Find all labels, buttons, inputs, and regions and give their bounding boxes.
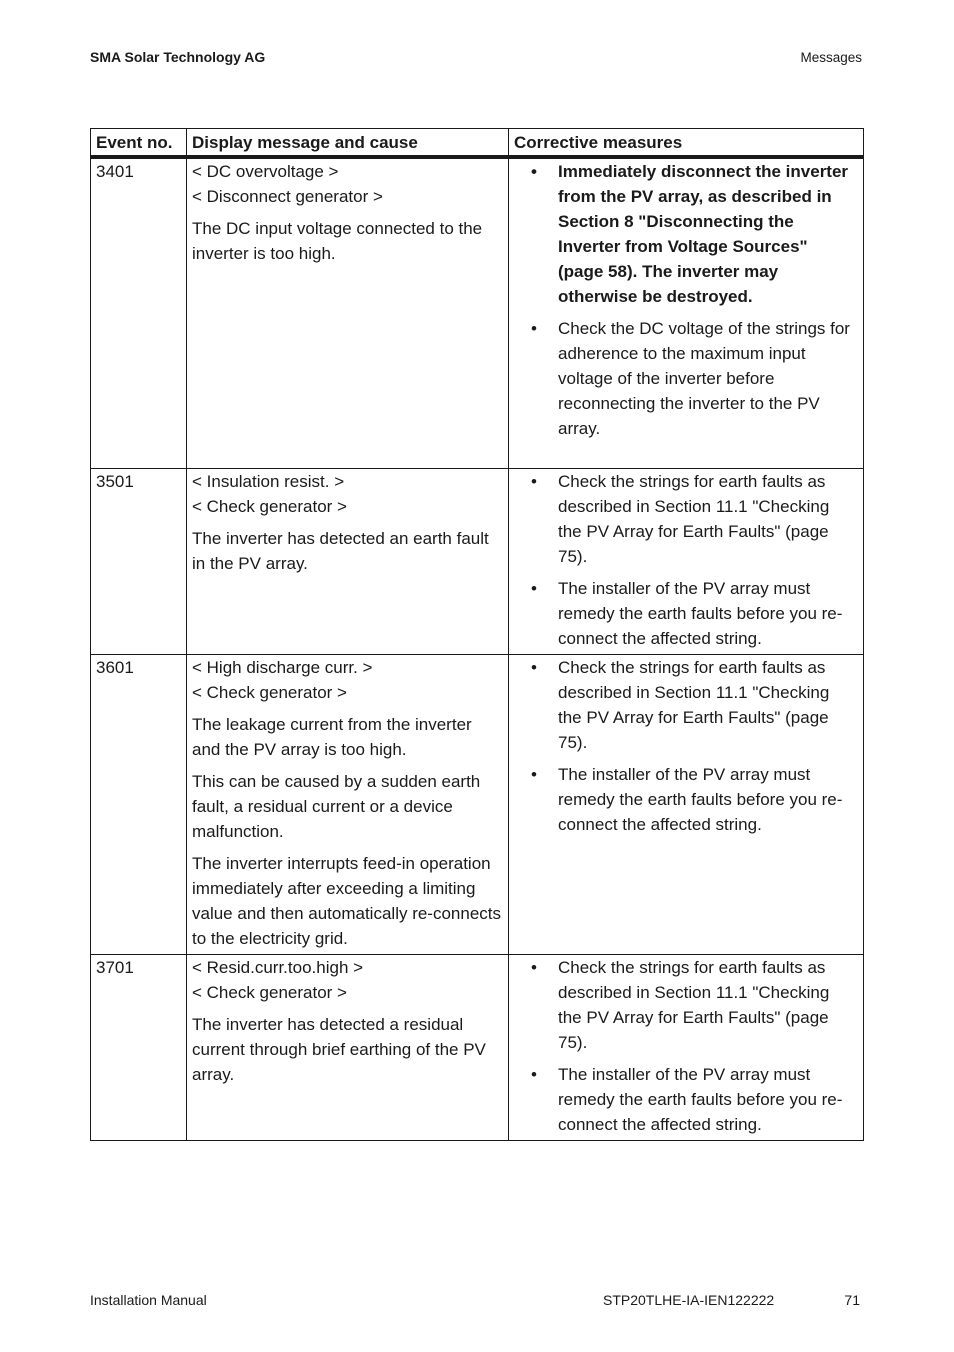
header-display-message: Display message and cause xyxy=(187,129,509,158)
event-number: 3701 xyxy=(91,954,187,1140)
message-cause-cell xyxy=(187,157,509,468)
cause-text: The inverter has detected a residual current through brief earthing of the PV array. xyxy=(192,1014,486,1084)
event-number: 3601 xyxy=(91,654,187,954)
measure-item: • The installer of the PV array must remedy the earth faults before you re-connect the affected string. xyxy=(514,762,857,837)
header-section: Messages xyxy=(800,50,862,65)
measure-item: • Check the strings for earth faults as described in Section 11.1 "Checking the PV Array for Earth Faults" (page 75). xyxy=(514,469,857,569)
message-line: < Check generator > xyxy=(192,682,347,702)
measure-item: • The installer of the PV array must remedy the earth faults before you re-connect the affected string. xyxy=(514,1062,857,1137)
message-line: < Check generator > xyxy=(192,496,347,516)
measure-item: • Immediately disconnect the inverter from the PV array, as described in Section 8 "Disconnecting the Inverter from Voltage Sources" (page 58). The inverter may otherwise be destroyed. xyxy=(514,159,857,309)
table-row xyxy=(91,468,864,654)
message-line: < Insulation resist. > xyxy=(192,471,345,491)
table-row xyxy=(91,654,864,954)
table-row xyxy=(91,157,864,468)
message-line: < DC overvoltage > xyxy=(192,162,339,181)
message-line: < High discharge curr. > xyxy=(192,657,373,677)
header-event-no: Event no. xyxy=(91,129,187,158)
events-table xyxy=(90,128,864,1141)
message-cause-cell xyxy=(187,954,509,1140)
cause-text: This can be caused by a sudden earth fault, a residual current or a device malfunction. xyxy=(192,771,481,841)
message-line: < Check generator > xyxy=(192,982,347,1002)
display-message xyxy=(192,655,502,705)
header-corrective-measures: Corrective measures xyxy=(509,129,864,158)
footer-document-id: STP20TLHE-IA-IEN122222 xyxy=(603,1292,775,1308)
table-row xyxy=(91,954,864,1140)
cause-text: The inverter interrupts feed-in operation immediately after exceeding a limiting value and then automatically re-connects to the electricity grid. xyxy=(192,853,502,948)
message-line: < Resid.curr.too.high > xyxy=(192,957,364,977)
display-message xyxy=(192,159,502,209)
cause-text: The DC input voltage connected to the inverter is too high. xyxy=(192,219,483,263)
message-cause-cell xyxy=(187,468,509,654)
measure-item: • Check the DC voltage of the strings for adherence to the maximum input voltage of the inverter before reconnecting the inverter to the PV array. xyxy=(514,316,857,441)
message-line: < Disconnect generator > xyxy=(192,187,383,206)
measures-cell xyxy=(509,954,864,1140)
cause-text: The inverter has detected an earth fault in the PV array. xyxy=(192,528,489,573)
measure-item: • Check the strings for earth faults as described in Section 11.1 "Checking the PV Array for Earth Faults" (page 75). xyxy=(514,655,857,755)
table-header-row xyxy=(91,129,864,158)
footer-manual-title: Installation Manual xyxy=(90,1292,207,1308)
measures-cell xyxy=(509,654,864,954)
page-number: 71 xyxy=(844,1292,860,1308)
measure-item: • The installer of the PV array must remedy the earth faults before you re-connect the affected string. xyxy=(514,576,857,651)
cause-text: The leakage current from the inverter and the PV array is too high. xyxy=(192,714,472,759)
event-number: 3401 xyxy=(91,157,187,468)
display-message xyxy=(192,955,502,1005)
message-cause-cell xyxy=(187,654,509,954)
header-company: SMA Solar Technology AG xyxy=(90,49,266,65)
event-number: 3501 xyxy=(91,468,187,654)
display-message xyxy=(192,469,502,519)
measures-cell xyxy=(509,468,864,654)
measure-item: • Check the strings for earth faults as described in Section 11.1 "Checking the PV Array for Earth Faults" (page 75). xyxy=(514,955,857,1055)
measures-cell xyxy=(509,157,864,468)
